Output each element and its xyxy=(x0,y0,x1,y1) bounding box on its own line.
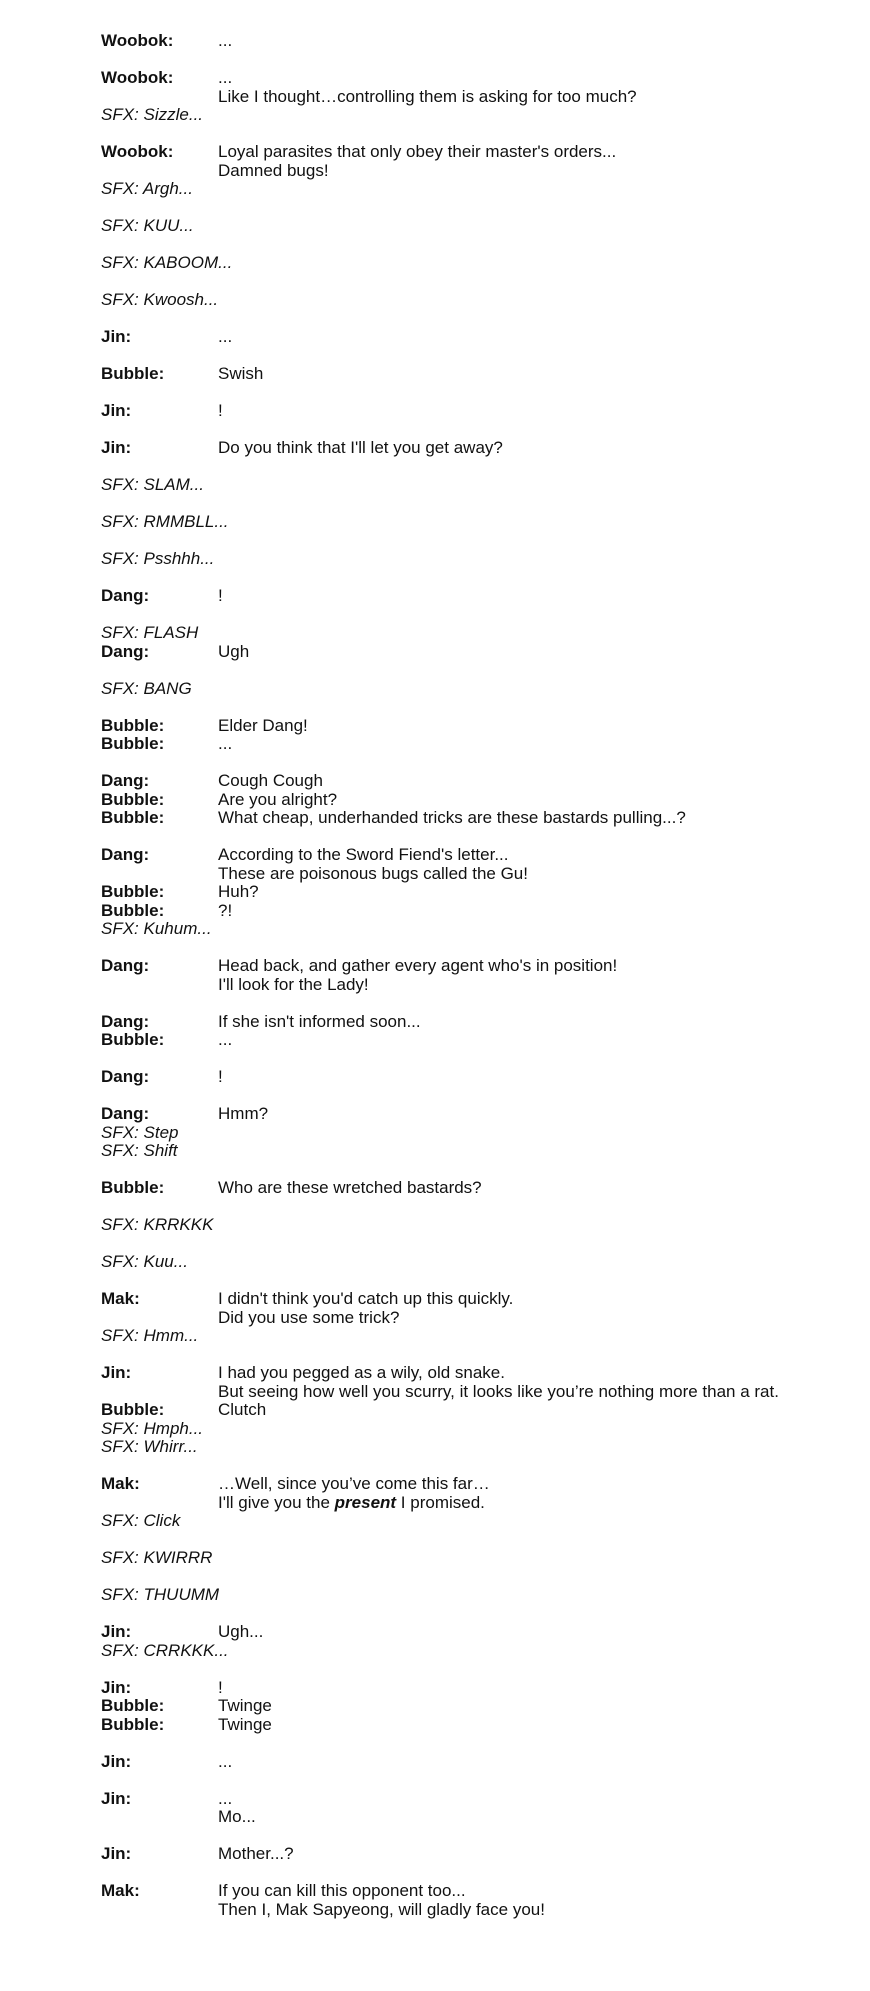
dialogue-line xyxy=(101,1623,821,1642)
sfx-line xyxy=(101,217,821,236)
sfx-text: SFX: Sizzle... xyxy=(101,105,204,124)
speaker-name: Dang: xyxy=(101,1104,150,1123)
sfx-line xyxy=(101,1142,821,1161)
speaker-name xyxy=(101,1808,218,1827)
sfx-line xyxy=(101,1420,821,1439)
speaker-name: Jin: xyxy=(101,1363,132,1382)
dialogue-text: Like I thought…controlling them is asking for too much? xyxy=(218,86,637,106)
dialogue-text: Who are these wretched bastards? xyxy=(218,1178,482,1197)
dialogue-text: Cough Cough xyxy=(218,771,323,790)
sfx-text: SFX: Click xyxy=(101,1511,181,1530)
dialogue-text: Did you use some trick? xyxy=(218,1307,400,1327)
speaker-name: Dang: xyxy=(101,845,150,864)
sfx-text: SFX: Psshhh... xyxy=(101,549,215,568)
speaker-name: Dang: xyxy=(101,1011,150,1031)
dialogue-text: Then I, Mak Sapyeong, will gladly face you! xyxy=(218,1899,545,1919)
speaker-name: Bubble: xyxy=(101,900,165,920)
sfx-text: SFX: RMMBLL... xyxy=(101,512,229,531)
dialogue-text: I didn't think you'd catch up this quickly. xyxy=(218,1289,514,1308)
dialogue-text: If you can kill this opponent too... xyxy=(218,1881,466,1900)
speaker-name: Jin: xyxy=(101,1622,132,1641)
dialogue-text: Ugh xyxy=(218,641,250,661)
sfx-line xyxy=(101,513,821,532)
sfx-text: SFX: Hmm... xyxy=(101,1326,199,1345)
speaker-name: Jin: xyxy=(101,1751,132,1771)
speaker-name xyxy=(101,1383,218,1402)
speaker-name: Bubble: xyxy=(101,734,165,753)
sfx-line xyxy=(101,254,821,273)
dialogue-text: ... xyxy=(218,1788,233,1808)
dialogue-text: Elder Dang! xyxy=(218,715,308,735)
sfx-line xyxy=(101,1642,821,1661)
dialogue-line xyxy=(101,1401,821,1420)
speaker-name xyxy=(101,1901,218,1920)
speaker-name: Mak: xyxy=(101,1881,140,1900)
dialogue-text: Mo... xyxy=(218,1807,256,1826)
dialogue-text: ! xyxy=(218,586,223,605)
speaker-name xyxy=(101,976,218,995)
dialogue-text: Huh? xyxy=(218,882,259,901)
speaker-name: Mak: xyxy=(101,1289,140,1308)
script-transcript xyxy=(101,32,821,1919)
dialogue-line xyxy=(101,791,821,810)
dialogue-line xyxy=(101,1179,821,1198)
speaker-name: Bubble: xyxy=(101,1400,165,1419)
dialogue-line xyxy=(101,809,821,828)
dialogue-line xyxy=(101,143,821,162)
sfx-line xyxy=(101,550,821,569)
dialogue-line xyxy=(101,1679,821,1698)
dialogue-line xyxy=(101,957,821,976)
speaker-name: Dang: xyxy=(101,1067,150,1086)
dialogue-line xyxy=(101,69,821,88)
dialogue-text: If she isn't informed soon... xyxy=(218,1011,421,1031)
dialogue-text: Damned bugs! xyxy=(218,160,329,180)
dialogue-line xyxy=(101,902,821,921)
dialogue-line xyxy=(101,1013,821,1032)
sfx-text: SFX: BANG xyxy=(101,678,192,698)
speaker-name: Bubble: xyxy=(101,789,165,809)
dialogue-text: Loyal parasites that only obey their master's orders... xyxy=(218,142,617,161)
dialogue-line xyxy=(101,32,821,51)
dialogue-text: Hmm? xyxy=(218,1104,269,1123)
sfx-line xyxy=(101,1327,821,1346)
dialogue-line xyxy=(101,1031,821,1050)
sfx-line xyxy=(101,680,821,699)
dialogue-line xyxy=(101,1364,821,1383)
dialogue-text: Ugh... xyxy=(218,1622,264,1641)
dialogue-text: ?! xyxy=(218,900,233,920)
speaker-name: Dang: xyxy=(101,956,150,975)
speaker-name: Mak: xyxy=(101,1474,140,1493)
dialogue-line xyxy=(101,865,821,884)
speaker-name: Woobok: xyxy=(101,68,174,87)
dialogue-text: These are poisonous bugs called the Gu! xyxy=(218,863,528,883)
sfx-text: SFX: KABOOM... xyxy=(101,253,233,272)
speaker-name: Bubble: xyxy=(101,364,165,383)
dialogue-text: Clutch xyxy=(218,1400,267,1419)
sfx-text: SFX: Whirr... xyxy=(101,1437,198,1456)
sfx-line xyxy=(101,1216,821,1235)
dialogue-text: According to the Sword Fiend's letter... xyxy=(218,845,509,864)
dialogue-text: …Well, since you’ve come this far… xyxy=(218,1474,490,1493)
speaker-name: Bubble: xyxy=(101,1030,165,1049)
speaker-name xyxy=(101,1309,218,1328)
dialogue-text: Mother...? xyxy=(218,1844,294,1863)
dialogue-line xyxy=(101,1808,821,1827)
speaker-name: Woobok: xyxy=(101,142,174,161)
dialogue-text: ... xyxy=(218,68,233,87)
sfx-line xyxy=(101,106,821,125)
dialogue-text: Do you think that I'll let you get away? xyxy=(218,438,503,457)
sfx-text: SFX: CRRKKK... xyxy=(101,1640,229,1660)
speaker-name: Bubble: xyxy=(101,715,165,735)
dialogue-line xyxy=(101,846,821,865)
dialogue-line xyxy=(101,365,821,384)
sfx-line xyxy=(101,1253,821,1272)
speaker-name: Bubble: xyxy=(101,1714,165,1734)
speaker-name: Jin: xyxy=(101,1788,132,1808)
dialogue-text: ... xyxy=(218,327,233,346)
speaker-name: Woobok: xyxy=(101,31,174,50)
sfx-text: SFX: Step xyxy=(101,1122,179,1142)
speaker-name: Bubble: xyxy=(101,1696,165,1715)
emphasized-word: present xyxy=(334,1492,397,1512)
speaker-name: Dang: xyxy=(101,586,150,605)
sfx-line xyxy=(101,1124,821,1143)
sfx-line xyxy=(101,291,821,310)
dialogue-text: Swish xyxy=(218,364,264,383)
dialogue-text: What cheap, underhanded tricks are these bastards pulling...? xyxy=(218,808,686,827)
speaker-name: Bubble: xyxy=(101,882,165,901)
dialogue-text: Twinge xyxy=(218,1714,272,1734)
sfx-text: SFX: Shift xyxy=(101,1141,178,1160)
speaker-name: Jin: xyxy=(101,327,132,346)
sfx-text: SFX: FLASH xyxy=(101,623,199,642)
dialogue-line xyxy=(101,402,821,421)
sfx-text: SFX: Kuu... xyxy=(101,1252,188,1271)
dialogue-line xyxy=(101,1105,821,1124)
speaker-name: Jin: xyxy=(101,1677,132,1697)
speaker-name: Bubble: xyxy=(101,808,165,827)
dialogue-text: But seeing how well you scurry, it looks like you’re nothing more than a rat. xyxy=(218,1381,779,1401)
sfx-line xyxy=(101,476,821,495)
dialogue-text: ... xyxy=(218,1030,233,1049)
dialogue-line xyxy=(101,1290,821,1309)
sfx-line xyxy=(101,180,821,199)
dialogue-line xyxy=(101,772,821,791)
sfx-line xyxy=(101,1512,821,1531)
sfx-text: SFX: Hmph... xyxy=(101,1418,204,1438)
dialogue-text: ... xyxy=(218,31,233,50)
sfx-text: SFX: SLAM... xyxy=(101,475,204,494)
dialogue-line xyxy=(101,1475,821,1494)
sfx-text: SFX: Argh... xyxy=(101,179,193,198)
speaker-name xyxy=(101,865,218,884)
sfx-text: SFX: KUU... xyxy=(101,216,194,235)
dialogue-text: I'll give you the present I promised. xyxy=(218,1492,485,1512)
sfx-text: SFX: KRRKKK xyxy=(101,1215,214,1234)
dialogue-line xyxy=(101,1845,821,1864)
sfx-text: SFX: THUUMM xyxy=(101,1585,220,1604)
sfx-line xyxy=(101,1438,821,1457)
dialogue-line xyxy=(101,643,821,662)
dialogue-text: Head back, and gather every agent who's in position! xyxy=(218,956,618,975)
speaker-name xyxy=(101,1494,218,1513)
dialogue-line xyxy=(101,735,821,754)
dialogue-text: ... xyxy=(218,734,233,753)
dialogue-line xyxy=(101,328,821,347)
dialogue-line xyxy=(101,587,821,606)
speaker-name: Dang: xyxy=(101,641,150,661)
dialogue-text: Are you alright? xyxy=(218,789,338,809)
dialogue-text: ... xyxy=(218,1751,233,1771)
sfx-line xyxy=(101,1549,821,1568)
dialogue-line xyxy=(101,1068,821,1087)
speaker-name xyxy=(101,88,218,107)
dialogue-line xyxy=(101,1882,821,1901)
dialogue-text: ! xyxy=(218,401,223,420)
sfx-line xyxy=(101,624,821,643)
dialogue-line xyxy=(101,1697,821,1716)
speaker-name: Dang: xyxy=(101,771,150,790)
dialogue-line xyxy=(101,1494,821,1513)
speaker-name: Jin: xyxy=(101,401,132,420)
speaker-name: Jin: xyxy=(101,1844,132,1863)
dialogue-line xyxy=(101,1790,821,1809)
dialogue-text: I had you pegged as a wily, old snake. xyxy=(218,1363,505,1382)
dialogue-text: ! xyxy=(218,1677,223,1697)
sfx-text: SFX: Kuhum... xyxy=(101,919,212,938)
speaker-name: Jin: xyxy=(101,438,132,457)
dialogue-text: Twinge xyxy=(218,1696,272,1715)
dialogue-line xyxy=(101,1753,821,1772)
sfx-line xyxy=(101,1586,821,1605)
sfx-line xyxy=(101,920,821,939)
dialogue-text: ! xyxy=(218,1067,223,1086)
dialogue-line xyxy=(101,88,821,107)
dialogue-text: I'll look for the Lady! xyxy=(218,974,369,994)
speaker-name: Bubble: xyxy=(101,1178,165,1197)
dialogue-line xyxy=(101,976,821,995)
dialogue-line xyxy=(101,1716,821,1735)
dialogue-line xyxy=(101,439,821,458)
dialogue-line xyxy=(101,1383,821,1402)
dialogue-line xyxy=(101,1901,821,1920)
dialogue-line xyxy=(101,717,821,736)
dialogue-line xyxy=(101,883,821,902)
dialogue-line xyxy=(101,162,821,181)
sfx-text: SFX: KWIRRR xyxy=(101,1548,213,1567)
dialogue-line xyxy=(101,1309,821,1328)
speaker-name xyxy=(101,162,218,181)
sfx-text: SFX: Kwoosh... xyxy=(101,290,219,309)
